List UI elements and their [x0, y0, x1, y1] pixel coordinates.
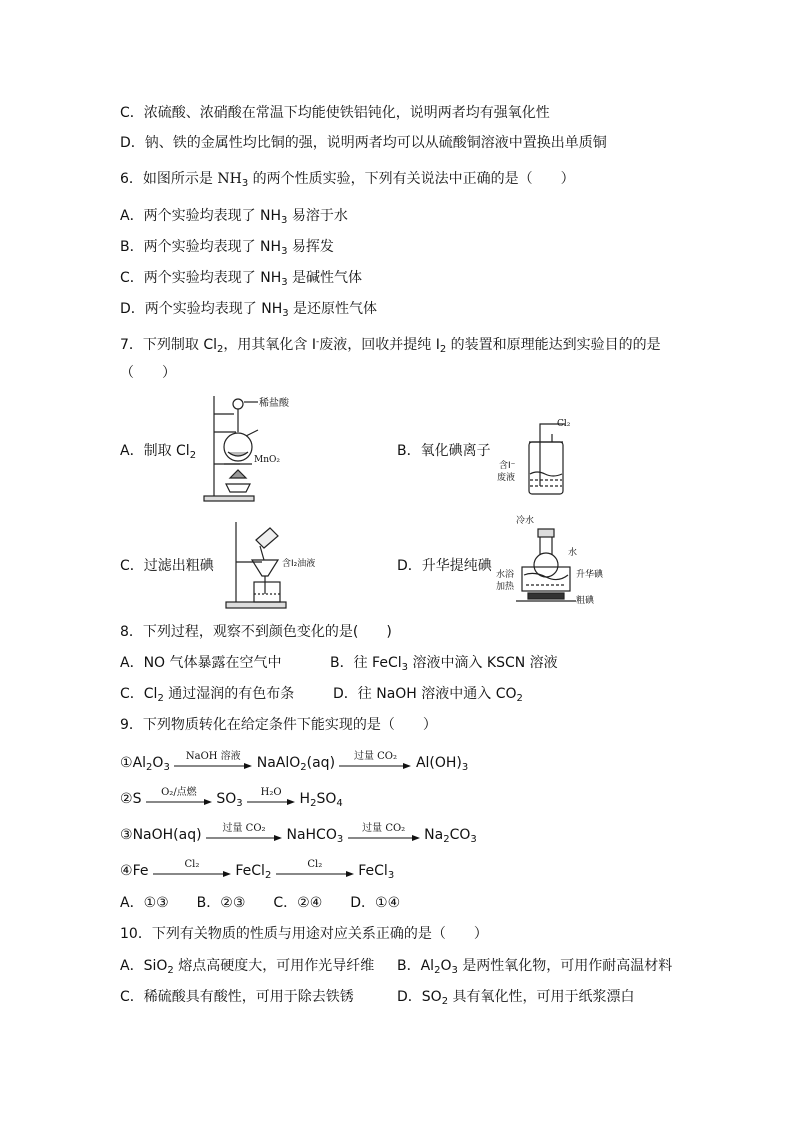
- arrow-r3-1: 过量 CO₂: [206, 826, 282, 844]
- q7-option-c: C．过滤出粗碘: [120, 558, 214, 574]
- q10-option-d: D．$SO_2$ 具有氧化性，可用于纸浆漂白: [397, 989, 635, 1007]
- fig-b-gas-label: Cl₂: [557, 419, 571, 429]
- q6-option-b: B．两个实验均表现了 $NH_3$ 易挥发: [120, 239, 334, 257]
- figure-b-oxidation-bottle: [495, 418, 585, 500]
- arrow-r2-1: O₂/点燃: [146, 790, 212, 808]
- q7-paren: （ ）: [120, 365, 176, 381]
- arrow-r1-2: 过量 CO₂: [339, 754, 411, 772]
- fig-c-liquid-label: 含I₂油液: [282, 559, 316, 569]
- q10-option-b: B．$Al_2O_3$ 是两性氧化物，可用作耐高温材料: [397, 958, 673, 976]
- option-d-prev: D．钠、铁的金属性均比铜的强，说明两者均可以从硫酸铜溶液中置换出单质铜: [120, 135, 607, 151]
- fig-b-liquid-label-2: 废液: [497, 473, 516, 483]
- arrow-r1-1: NaOH 溶液: [174, 754, 252, 772]
- q9-options: A．①③ B．②③ C．②④ D．①④: [120, 895, 401, 911]
- q7-option-d: D．升华提纯碘: [397, 558, 492, 574]
- reaction-1: $①Al_2O_3$ NaOH 溶液 NaAlO$_2$(aq) 过量 CO₂ $Al(OH)_3$: [120, 751, 469, 773]
- arrow-r2-2: H₂O: [247, 790, 295, 808]
- arrow-r4-2: Cl₂: [276, 862, 354, 880]
- fig-d-sublime-label: 升华碘: [576, 570, 604, 580]
- q8-option-a: A．NO 气体暴露在空气中: [120, 655, 282, 671]
- q8-option-d: D．往 NaOH 溶液中通入 $CO_2$: [333, 686, 523, 704]
- q7-option-a: A．制取 $Cl_2$: [120, 443, 197, 461]
- q10-option-a: A．SiO$_2$ 熔点高硬度大，可用作光导纤维: [120, 958, 375, 976]
- figure-d-sublimation: [496, 515, 616, 613]
- reaction-4: ④Fe Cl₂ FeCl$_2$ Cl₂ FeCl$_3$: [120, 859, 395, 881]
- reaction-2: ②S O₂/点燃 $SO_3$ H₂O $H_2SO_4$: [120, 787, 343, 809]
- fig-d-coldwater-label: 冷水: [516, 516, 535, 526]
- fig-d-water-label: 水: [568, 548, 578, 558]
- q7-option-b: B．氧化碘离子: [397, 443, 491, 459]
- option-c-prev: C．浓硫酸、浓硝酸在常温下均能使铁铝钝化，说明两者均有强氧化性: [120, 105, 550, 121]
- arrow-r4-1: Cl₂: [153, 862, 231, 880]
- reaction-3: ③NaOH(aq) 过量 CO₂ NaHCO$_3$ 过量 CO₂ $Na_2CO_3$: [120, 823, 477, 845]
- fig-d-bath-label-2: 加热: [496, 582, 515, 592]
- q8-option-b: B．往 FeCl$_3$ 溶液中滴入 KSCN 溶液: [330, 655, 558, 673]
- fig-a-acid-label: 稀盐酸: [259, 398, 289, 409]
- question-9: 9．下列物质转化在给定条件下能实现的是（ ）: [120, 717, 437, 733]
- question-6: 6．如图所示是 $NH_3$ 的两个性质实验，下列有关说法中正确的是（ ）: [120, 171, 575, 189]
- q10-option-c: C．稀硫酸具有酸性，可用于除去铁锈: [120, 989, 354, 1005]
- fig-d-crude-label: 粗碘: [576, 596, 595, 606]
- q6-option-a: A．两个实验均表现了 $NH_3$ 易溶于水: [120, 208, 348, 226]
- figure-a-chlorine-apparatus: [200, 392, 310, 504]
- q6-option-c: C．两个实验均表现了 $NH_3$ 是碱性气体: [120, 270, 363, 288]
- figure-c-filtration: [222, 518, 332, 612]
- question-10: 10．下列有关物质的性质与用途对应关系正确的是（ ）: [120, 926, 488, 942]
- arrow-r3-2: 过量 CO₂: [348, 826, 420, 844]
- question-8: 8．下列过程，观察不到颜色变化的是( ): [120, 624, 392, 640]
- fig-d-bath-label-1: 水浴: [496, 570, 515, 580]
- question-7: 7．下列制取 $Cl_2$，用其氧化含 I-废液，回收并提纯 $I_2$ 的装置和原理能达到实验目的的是: [120, 337, 661, 355]
- q6-option-d: D．两个实验均表现了 $NH_3$ 是还原性气体: [120, 301, 378, 319]
- fig-b-liquid-label-1: 含I⁻: [499, 461, 516, 471]
- q8-option-c: C．$Cl_2$ 通过湿润的有色布条: [120, 686, 295, 704]
- fig-a-solid-label: MnO₂: [254, 455, 280, 465]
